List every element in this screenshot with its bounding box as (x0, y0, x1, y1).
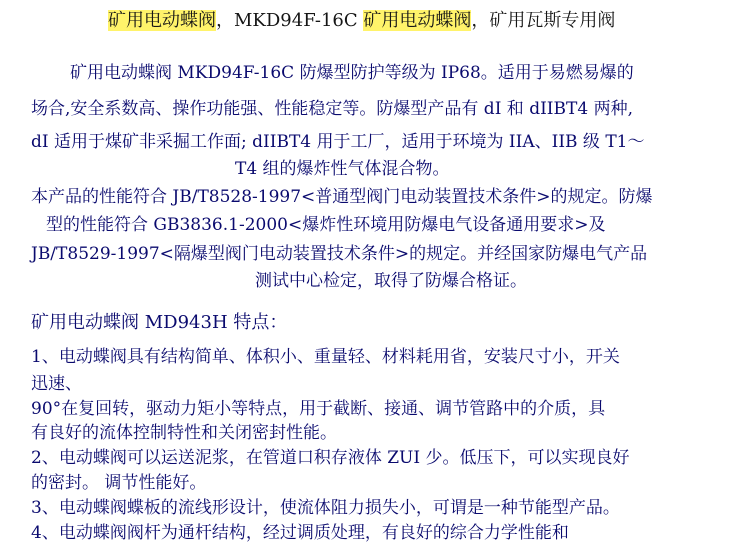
features-line: 的密封。 调节性能好。 (31, 473, 207, 493)
title-model: ，MKD94F-16C (216, 10, 364, 31)
features-line: 4、电动蝶阀阀杆为通杆结构，经过调质处理，有良好的综合力学性能和 (31, 523, 569, 543)
standards-line-3: JB/T8529-1997<隔爆型阀门电动装置技术条件>的规定。并经国家防爆电气产品 (31, 244, 648, 264)
title-highlight-1: 矿用电动蝶阀 (108, 10, 216, 31)
features-line: 有良好的流体控制特性和关闭密封性能。 (31, 423, 337, 443)
intro-line-1: 矿用电动蝶阀 MKD94F-16C 防爆型防护等级为 IP68。适用于易燃易爆的 (70, 63, 634, 83)
features-line: 1、电动蝶阀具有结构简单、体积小、重量轻、材料耗用省，安装尺寸小，开关 (31, 347, 620, 367)
features-line: 2、电动蝶阀可以运送泥浆，在管道口积存液体 ZUI 少。低压下，可以实现良好 (31, 448, 630, 468)
features-line: 3、电动蝶阀蝶板的流线形设计，使流体阻力损失小，可谓是一种节能型产品。 (31, 498, 620, 518)
title-suffix: ，矿用瓦斯专用阀 (471, 10, 616, 31)
features-line: 迅速、 (31, 374, 82, 394)
features-heading: 矿用电动蝶阀 MD943H 特点： (31, 312, 288, 333)
intro-line-2: 场合,安全系数高、操作功能强、性能稳定等。防爆型产品有 dI 和 dIIBT4 两种, (31, 99, 633, 119)
features-line: 90°在复回转，驱动力矩小等特点，用于截断、接通、调节管路中的介质，具 (31, 399, 606, 419)
standards-line-4: 测试中心检定，取得了防爆合格证。 (255, 271, 527, 291)
standards-line-2: 型的性能符合 GB3836.1-2000<爆炸性环境用防爆电气设备通用要求>及 (46, 215, 606, 235)
intro-line-3: dI 适用于煤矿非采掘工作面; dIIBT4 用于工厂，适用于环境为 IIA、IIB 级 T1～ (31, 132, 645, 152)
intro-line-4: T4 组的爆炸性气体混合物。 (235, 159, 450, 179)
title-highlight-2: 矿用电动蝶阀 (363, 10, 472, 31)
standards-line-1: 本产品的性能符合 JB/T8528-1997<普通型阀门电动装置技术条件>的规定。防爆 (31, 187, 653, 207)
page-title (108, 10, 615, 32)
